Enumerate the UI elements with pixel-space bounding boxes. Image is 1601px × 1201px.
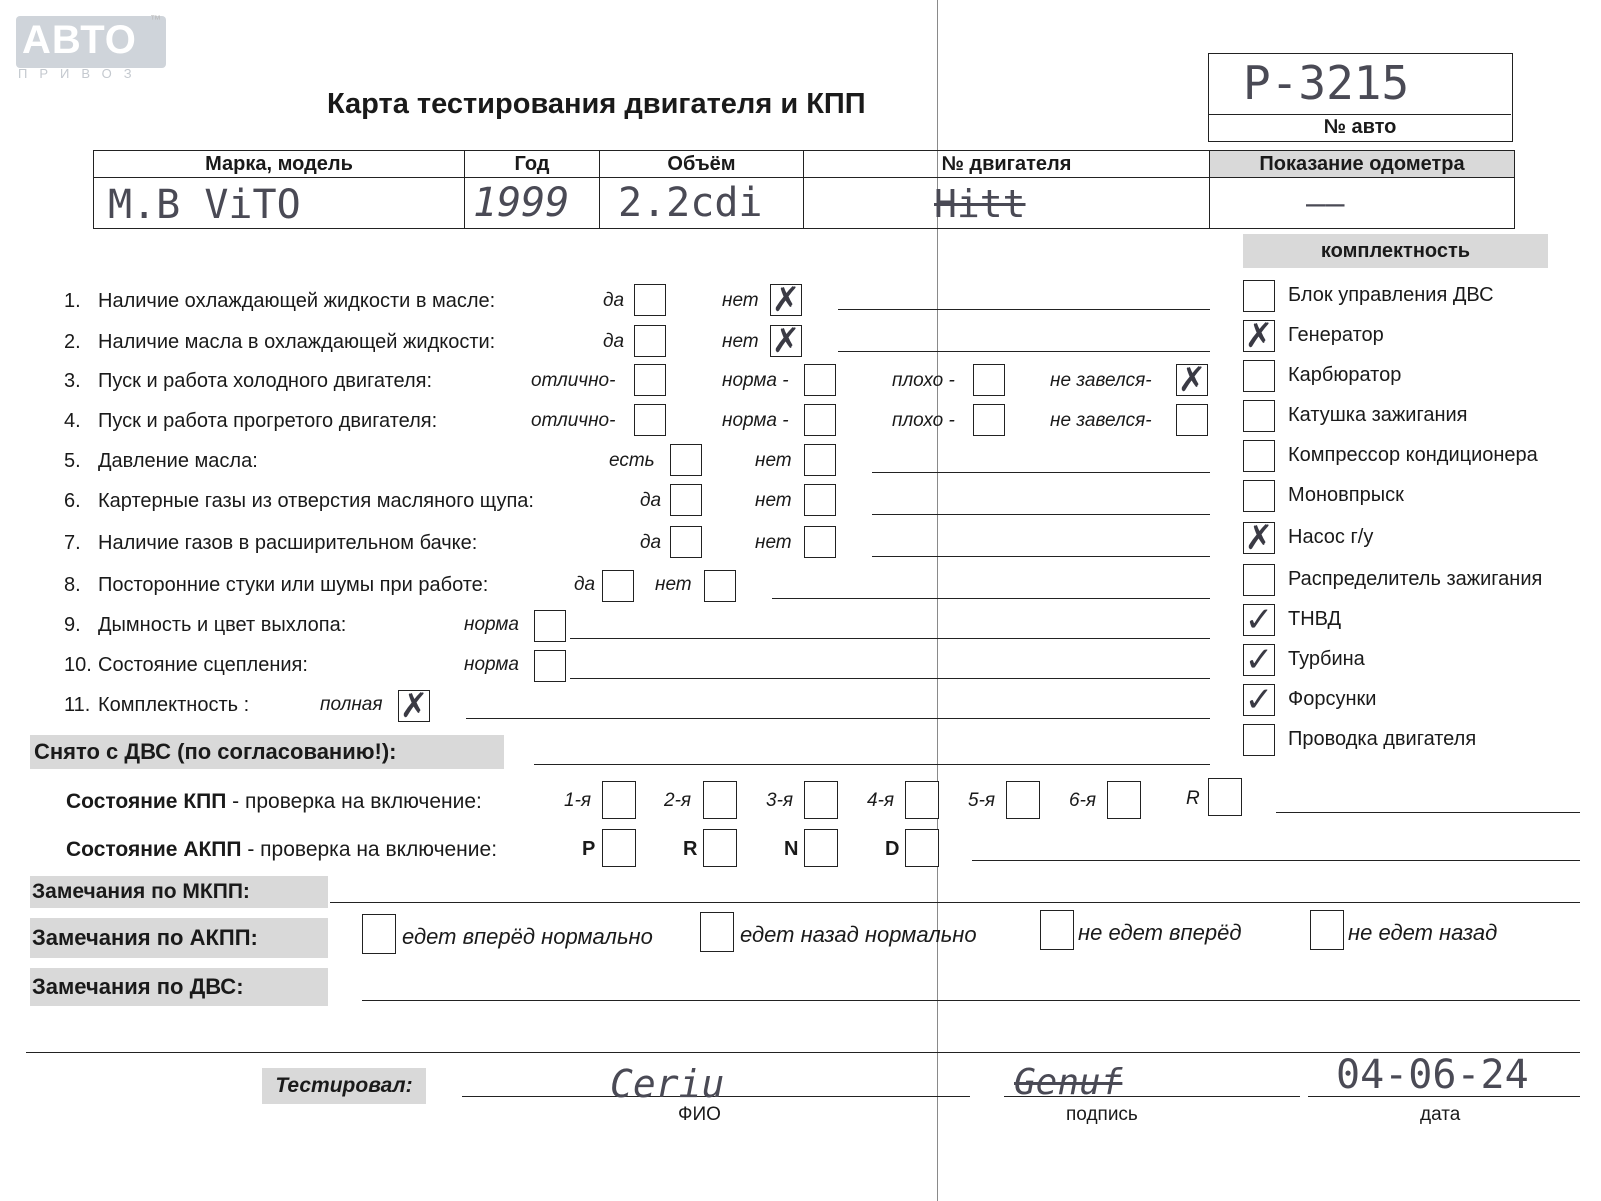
item-text: Посторонние стуки или шумы при работе:	[98, 574, 489, 596]
item-text: Давление масла:	[98, 450, 258, 472]
tester-name-handwriting: Ceriu	[610, 1062, 725, 1106]
complect-item: Проводка двигателя	[1288, 728, 1477, 750]
akpp-remark-option: не едет вперёд	[1078, 920, 1242, 945]
gear-checkbox[interactable]	[1107, 781, 1141, 819]
option-no: нет	[722, 290, 759, 311]
option-yes: да	[603, 331, 625, 352]
underline	[872, 556, 1210, 557]
fio-caption: ФИО	[678, 1104, 721, 1125]
complect-checkbox[interactable]	[1243, 400, 1275, 432]
checkbox[interactable]	[704, 570, 736, 602]
option-normal: норма -	[722, 410, 789, 431]
underline	[772, 598, 1210, 599]
option-bad: плохо -	[892, 370, 955, 391]
underline	[330, 902, 1580, 903]
complect-item: Карбюратор	[1288, 364, 1402, 386]
option-no: нет	[755, 532, 792, 553]
item-number: 6.	[64, 490, 81, 512]
gear-label: 5-я	[968, 790, 996, 811]
volume-value: 2.2cdi	[618, 180, 763, 226]
item-number: 5.	[64, 450, 81, 472]
item-text: Наличие газов в расширительном бачке:	[98, 532, 478, 554]
item-text: Дымность и цвет выхлопа:	[98, 614, 347, 636]
gear-label: D	[885, 838, 900, 860]
complect-checkbox[interactable]	[1243, 480, 1275, 512]
check-mark-icon: ✗	[771, 280, 801, 320]
gear-label: N	[784, 838, 799, 860]
year-value: 1999	[473, 180, 570, 226]
underline	[838, 351, 1210, 352]
gear-label: P	[582, 838, 596, 860]
date-value: 04-06-24	[1336, 1052, 1529, 1098]
car-number-label: № авто	[1323, 116, 1397, 138]
underline	[466, 718, 1210, 719]
option-not-started: не завелся-	[1050, 410, 1152, 431]
checkbox[interactable]	[670, 526, 702, 558]
item-number: 9.	[64, 614, 81, 636]
item-number: 1.	[64, 290, 81, 312]
item-text: Картерные газы из отверстия масляного щупа:	[98, 490, 534, 512]
item-number: 2.	[64, 331, 81, 353]
option-no: нет	[722, 331, 759, 352]
gear-checkbox[interactable]	[602, 781, 636, 819]
removed-label: Снято с ДВС (по согласованию!):	[30, 735, 504, 769]
underline	[570, 678, 1210, 679]
item-number: 3.	[64, 370, 81, 392]
checkbox[interactable]	[534, 610, 566, 642]
option-full: полная	[320, 694, 383, 715]
underline	[570, 638, 1210, 639]
check-mark-icon: ✗	[1244, 518, 1274, 558]
complect-checkbox[interactable]	[1243, 724, 1275, 756]
item-text: Пуск и работа холодного двигателя:	[98, 370, 433, 392]
checkbox[interactable]	[534, 650, 566, 682]
complect-item: ТНВД	[1288, 608, 1342, 630]
gear-label: 3-я	[766, 790, 794, 811]
gear-checkbox[interactable]	[602, 829, 636, 867]
checkbox[interactable]	[634, 325, 666, 357]
complect-item: Турбина	[1288, 648, 1365, 670]
underline	[362, 1000, 1580, 1001]
year-label: Год	[465, 151, 600, 178]
option-not-started: не завелся-	[1050, 370, 1152, 391]
item-number: 10.	[64, 654, 92, 676]
complect-checkbox[interactable]	[1243, 440, 1275, 472]
option-normal: норма -	[722, 370, 789, 391]
option-no: нет	[655, 574, 692, 595]
gear-label: 2-я	[664, 790, 692, 811]
engine-label: № двигателя	[804, 151, 1210, 178]
remarks-dvs-label: Замечания по ДВС:	[30, 968, 328, 1006]
option-no: нет	[755, 490, 792, 511]
check-mark-icon: ✗	[1244, 316, 1274, 356]
underline	[872, 514, 1210, 515]
gear-label: 1-я	[564, 790, 592, 811]
checkbox[interactable]	[602, 570, 634, 602]
option-yes: да	[640, 490, 662, 511]
checkbox[interactable]	[804, 404, 836, 436]
engine-value: Hitt	[934, 182, 1026, 226]
brand-value: M.B ViTO	[108, 182, 301, 228]
akpp-label: Состояние АКПП - проверка на включение:	[66, 838, 498, 861]
check-mark-icon: ✗	[1177, 360, 1207, 400]
gear-checkbox[interactable]	[905, 781, 939, 819]
volume-label: Объём	[600, 151, 804, 178]
gear-checkbox[interactable]	[905, 829, 939, 867]
underline	[838, 309, 1210, 310]
brand-label: Марка, модель	[94, 151, 465, 178]
item-text: Состояние сцепления:	[98, 654, 308, 676]
option-norm: норма	[464, 614, 519, 635]
checkbox[interactable]	[804, 526, 836, 558]
gear-label: 6-я	[1069, 790, 1097, 811]
complect-item: Катушка зажигания	[1288, 404, 1468, 426]
odometer-label: Показание одометра	[1210, 151, 1515, 178]
item-text: Пуск и работа прогретого двигателя:	[98, 410, 438, 432]
page-title: Карта тестирования двигателя и КПП	[327, 88, 866, 120]
checkbox[interactable]	[973, 364, 1005, 396]
item-number: 11.	[64, 694, 91, 716]
option-excellent: отлично-	[531, 370, 616, 391]
checkbox[interactable]	[973, 404, 1005, 436]
item-number: 7.	[64, 532, 81, 554]
check-mark-icon: ✓	[1244, 600, 1274, 640]
gear-checkbox[interactable]	[804, 829, 838, 867]
check-mark-icon: ✗	[399, 686, 429, 726]
underline	[534, 764, 1210, 765]
gear-label: 4-я	[867, 790, 895, 811]
gear-label: R	[1186, 788, 1200, 809]
complect-item: Форсунки	[1288, 688, 1377, 710]
item-number: 8.	[64, 574, 81, 596]
item-text: Наличие масла в охлаждающей жидкости:	[98, 331, 496, 353]
checkbox[interactable]	[804, 484, 836, 516]
underline	[972, 860, 1580, 861]
complect-item: Блок управления ДВС	[1288, 284, 1494, 306]
checkbox[interactable]	[670, 484, 702, 516]
logo-text: АВТО	[22, 18, 137, 62]
option-yes: да	[574, 574, 596, 595]
checkbox[interactable]	[804, 444, 836, 476]
odometer-value: ——	[1306, 184, 1345, 222]
logo-tm: ™	[150, 14, 161, 26]
option-norm: норма	[464, 654, 519, 675]
car-number-value: P-3215	[1243, 56, 1410, 110]
remarks-akpp-label: Замечания по АКПП:	[30, 918, 328, 958]
gear-checkbox[interactable]	[1208, 778, 1242, 816]
checkbox[interactable]	[1176, 404, 1208, 436]
logo-subtext: ПРИВОЗ	[18, 66, 144, 81]
check-mark-icon: ✗	[771, 321, 801, 361]
akpp-remark-checkbox[interactable]	[1040, 910, 1074, 950]
complect-item: Насос г/у	[1288, 526, 1374, 548]
complect-checkbox[interactable]	[1243, 564, 1275, 596]
gear-checkbox[interactable]	[804, 781, 838, 819]
option-excellent: отлично-	[531, 410, 616, 431]
checkbox[interactable]	[804, 364, 836, 396]
akpp-remark-checkbox[interactable]	[700, 912, 734, 952]
gear-checkbox[interactable]	[1006, 781, 1040, 819]
complect-item: Моновпрыск	[1288, 484, 1404, 506]
item-number: 4.	[64, 410, 81, 432]
item-text: Наличие охлаждающей жидкости в масле:	[98, 290, 496, 312]
akpp-remark-option: не едет назад	[1348, 920, 1498, 945]
complect-item: Распределитель зажигания	[1288, 568, 1543, 590]
gear-checkbox[interactable]	[703, 829, 737, 867]
checkbox[interactable]	[670, 444, 702, 476]
complect-item: Генератор	[1288, 324, 1384, 346]
akpp-remark-checkbox[interactable]	[362, 914, 396, 954]
underline	[1276, 812, 1580, 813]
complect-checkbox[interactable]	[1243, 280, 1275, 312]
akpp-remark-checkbox[interactable]	[1310, 910, 1344, 950]
option-bad: плохо -	[892, 410, 955, 431]
option-present: есть	[609, 450, 655, 471]
gear-checkbox[interactable]	[703, 781, 737, 819]
akpp-remark-option: едет назад нормально	[740, 922, 977, 947]
option-yes: да	[640, 532, 662, 553]
option-yes: да	[603, 290, 625, 311]
tested-by-label: Тестировал:	[262, 1068, 426, 1104]
signature-caption: подпись	[1066, 1104, 1138, 1125]
complect-item: Компрессор кондиционера	[1288, 444, 1538, 466]
checkbox[interactable]	[634, 404, 666, 436]
underline	[872, 472, 1210, 473]
complect-heading: комплектность	[1243, 234, 1548, 268]
item-text: Комплектность :	[98, 694, 250, 716]
check-mark-icon: ✓	[1244, 640, 1274, 680]
akpp-remark-option: едет вперёд нормально	[402, 924, 653, 949]
checkbox[interactable]	[634, 284, 666, 316]
signature-handwriting: Genuf	[1014, 1062, 1123, 1103]
remarks-mkpp-label: Замечания по МКПП:	[30, 876, 328, 908]
complect-checkbox[interactable]	[1243, 360, 1275, 392]
kpp-label: Состояние КПП - проверка на включение:	[66, 790, 482, 813]
checkbox[interactable]	[634, 364, 666, 396]
option-no: нет	[755, 450, 792, 471]
date-caption: дата	[1420, 1104, 1461, 1125]
gear-label: R	[683, 838, 698, 860]
car-number-box	[1208, 53, 1513, 142]
check-mark-icon: ✓	[1244, 680, 1274, 720]
vehicle-info-table	[93, 150, 1515, 229]
